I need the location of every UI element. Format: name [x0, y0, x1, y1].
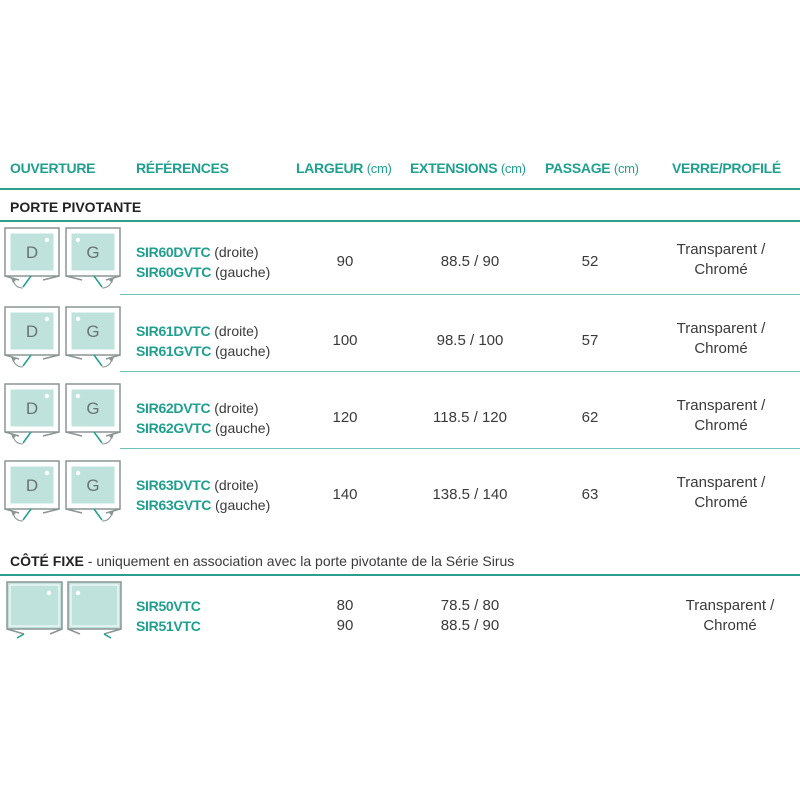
largeur-value: 120	[332, 409, 358, 426]
section-cote-fixe-title: CÔTÉ FIXE	[10, 553, 84, 569]
fixed-panel-icons	[4, 578, 124, 640]
row-references	[136, 321, 270, 361]
fixe-references	[136, 596, 201, 636]
fixe-verre-2: Chromé	[703, 617, 757, 634]
ref-line-left	[136, 341, 270, 361]
door-icon-left-hinge	[66, 307, 120, 367]
door-icons	[2, 380, 124, 448]
row-divider	[120, 294, 800, 295]
header-rule	[0, 188, 800, 190]
header-largeur-unit: (cm)	[366, 161, 392, 176]
header-largeur	[296, 160, 392, 176]
fixe-verre	[670, 596, 790, 636]
ref-side: (droite)	[214, 400, 259, 416]
verre-line-1: Transparent /	[676, 474, 766, 491]
ref-side: (droite)	[214, 244, 259, 260]
header-passage-unit: (cm)	[613, 161, 639, 176]
ref-line-left	[136, 418, 270, 438]
door-icon-left-hinge	[66, 384, 120, 444]
ref-code: SIR61DVTC	[136, 323, 211, 339]
fixe-largeur-2: 90	[336, 617, 354, 634]
section-cote-fixe-note: - uniquement en association avec la porte pivotante de la Série Sirus	[83, 553, 515, 569]
fixe-verre-1: Transparent /	[685, 597, 775, 614]
verre-line-2: Chromé	[694, 494, 748, 511]
ref-line-right	[136, 398, 270, 418]
header-passage-label: PASSAGE	[545, 160, 611, 176]
ref-side: (gauche)	[215, 497, 271, 513]
ref-code: SIR63DVTC	[136, 477, 211, 493]
row-references	[136, 242, 270, 282]
fixe-largeur	[325, 596, 365, 636]
door-letter: D	[25, 243, 39, 262]
verre-value	[660, 240, 782, 280]
verre-value	[660, 473, 782, 513]
verre-line-1: Transparent /	[676, 397, 766, 414]
ref-line-left	[136, 495, 270, 515]
ref-code: SIR63GVTC	[136, 497, 212, 513]
row-references	[136, 398, 270, 438]
verre-line-2: Chromé	[694, 417, 748, 434]
door-icon-right-hinge	[5, 384, 59, 444]
door-letter: D	[25, 476, 39, 495]
passage-value: 63	[581, 486, 599, 503]
door-icon-left-hinge	[66, 461, 120, 521]
fixe-ref-2: SIR51VTC	[136, 618, 201, 634]
verre-value	[660, 319, 782, 359]
section-porte-pivotante: PORTE PIVOTANTE	[10, 199, 142, 215]
header-extensions	[410, 160, 526, 176]
section-fixe-rule	[0, 574, 800, 576]
fixed-panel-icon-right	[68, 582, 121, 638]
row-divider	[120, 448, 800, 449]
fixe-ext-2: 88.5 / 90	[440, 617, 500, 634]
verre-line-2: Chromé	[694, 340, 748, 357]
ref-line-right	[136, 475, 270, 495]
door-icon-left-hinge	[66, 228, 120, 288]
row-references	[136, 475, 270, 515]
door-letter: G	[86, 243, 100, 262]
door-letter: G	[86, 399, 100, 418]
fixe-largeur-1: 80	[336, 597, 354, 614]
ref-side: (gauche)	[215, 264, 271, 280]
door-icon-right-hinge	[5, 307, 59, 367]
ref-code: SIR61GVTC	[136, 343, 212, 359]
row-divider	[120, 371, 800, 372]
ref-side: (gauche)	[215, 343, 271, 359]
verre-value	[660, 396, 782, 436]
door-letter: G	[86, 476, 100, 495]
door-icon-right-hinge	[5, 228, 59, 288]
fixe-ext-1: 78.5 / 80	[440, 597, 500, 614]
ref-side: (droite)	[214, 477, 259, 493]
door-icons	[2, 224, 124, 292]
header-extensions-label: EXTENSIONS	[410, 160, 498, 176]
verre-line-1: Transparent /	[676, 241, 766, 258]
door-icon-right-hinge	[5, 461, 59, 521]
fixe-extensions	[415, 596, 525, 636]
ref-side: (droite)	[214, 323, 259, 339]
verre-line-2: Chromé	[694, 261, 748, 278]
header-ouverture: OUVERTURE	[10, 160, 96, 176]
extensions-value: 138.5 / 140	[432, 486, 508, 503]
largeur-value: 90	[336, 253, 354, 270]
verre-line-1: Transparent /	[676, 320, 766, 337]
extensions-value: 88.5 / 90	[440, 253, 500, 270]
section-rule	[0, 220, 800, 222]
extensions-value: 98.5 / 100	[436, 332, 504, 349]
door-icons	[2, 457, 124, 525]
door-letter: D	[25, 399, 39, 418]
passage-value: 57	[581, 332, 599, 349]
ref-line-left	[136, 262, 270, 282]
ref-code: SIR60DVTC	[136, 244, 211, 260]
largeur-value: 140	[332, 486, 358, 503]
fixe-ref-1: SIR50VTC	[136, 598, 201, 614]
largeur-value: 100	[332, 332, 358, 349]
header-references: RÉFÉRENCES	[136, 160, 229, 176]
extensions-value: 118.5 / 120	[433, 409, 507, 426]
door-letter: G	[86, 322, 100, 341]
passage-value: 62	[581, 409, 599, 426]
passage-value: 52	[581, 253, 599, 270]
header-largeur-label: LARGEUR	[296, 160, 364, 176]
ref-line-right	[136, 321, 270, 341]
ref-code: SIR62GVTC	[136, 420, 212, 436]
header-passage	[545, 160, 639, 176]
header-extensions-unit: (cm)	[500, 161, 526, 176]
ref-line-right	[136, 242, 270, 262]
section-cote-fixe	[10, 553, 514, 569]
ref-code: SIR62DVTC	[136, 400, 211, 416]
ref-side: (gauche)	[215, 420, 271, 436]
fixed-panel-icon-left	[7, 582, 62, 638]
door-letter: D	[25, 322, 39, 341]
ref-code: SIR60GVTC	[136, 264, 212, 280]
door-icons	[2, 303, 124, 371]
header-verre: VERRE/PROFILÉ	[672, 160, 781, 176]
